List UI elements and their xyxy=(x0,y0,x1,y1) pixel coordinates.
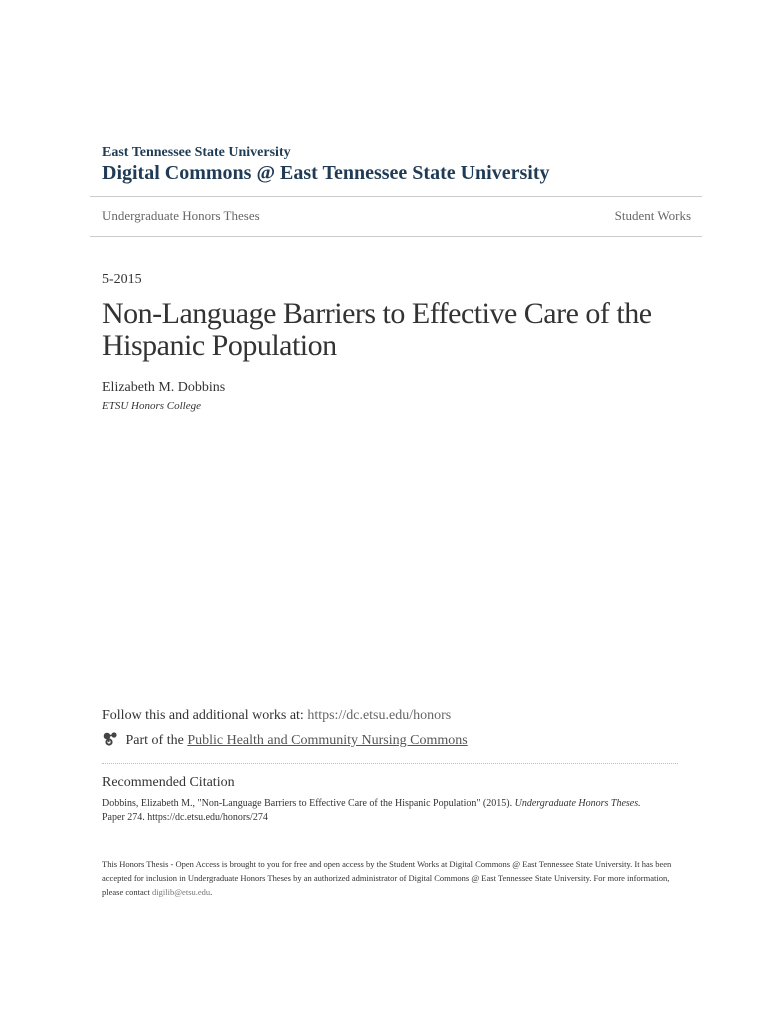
nav-link-student-works[interactable]: Student Works xyxy=(614,208,691,223)
section-divider xyxy=(102,763,678,764)
author-affiliation: ETSU Honors College xyxy=(102,400,201,412)
commons-network-icon xyxy=(102,731,120,747)
citation-text xyxy=(102,797,672,825)
part-of-line xyxy=(102,731,468,749)
institution-name: East Tennessee State University xyxy=(102,145,291,160)
contact-email-link[interactable]: digilib@etsu.edu xyxy=(152,887,211,897)
nav-link-honors-theses[interactable]: Undergraduate Honors Theses xyxy=(102,208,260,223)
publication-date: 5-2015 xyxy=(102,272,142,287)
nav-divider xyxy=(90,236,702,237)
citation-url: Paper 274. https://dc.etsu.edu/honors/274 xyxy=(102,812,268,823)
follow-line xyxy=(102,708,451,724)
author-name: Elizabeth M. Dobbins xyxy=(102,380,226,395)
follow-url-link[interactable]: https://dc.etsu.edu/honors xyxy=(307,708,452,723)
citation-heading: Recommended Citation xyxy=(102,775,235,790)
paper-title: Non-Language Barriers to Effective Care of the Hispanic Population xyxy=(102,297,652,362)
citation-main: Dobbins, Elizabeth M., "Non-Language Barriers to Effective Care of the Hispanic Population" (2015). xyxy=(102,798,515,809)
part-of-prefix: Part of the xyxy=(125,733,184,748)
citation-series: Undergraduate Honors Theses. xyxy=(514,798,641,809)
access-notice xyxy=(102,857,677,899)
access-notice-end: . xyxy=(210,887,213,897)
follow-prefix: Follow this and additional works at: xyxy=(102,708,304,723)
access-notice-text: This Honors Thesis - Open Access is brought to you for free and open access by the Student Works at Digital Commons @ East Tennessee State University. It has been accepted for inclusion in Undergraduate Honors Theses by an authorized administrator of Digital Commons @ East Tennessee State University. For more information, please contact xyxy=(102,859,672,897)
commons-link[interactable]: Public Health and Community Nursing Commons xyxy=(187,733,468,748)
top-divider xyxy=(90,196,702,197)
repository-title[interactable]: Digital Commons @ East Tennessee State University xyxy=(102,162,550,184)
